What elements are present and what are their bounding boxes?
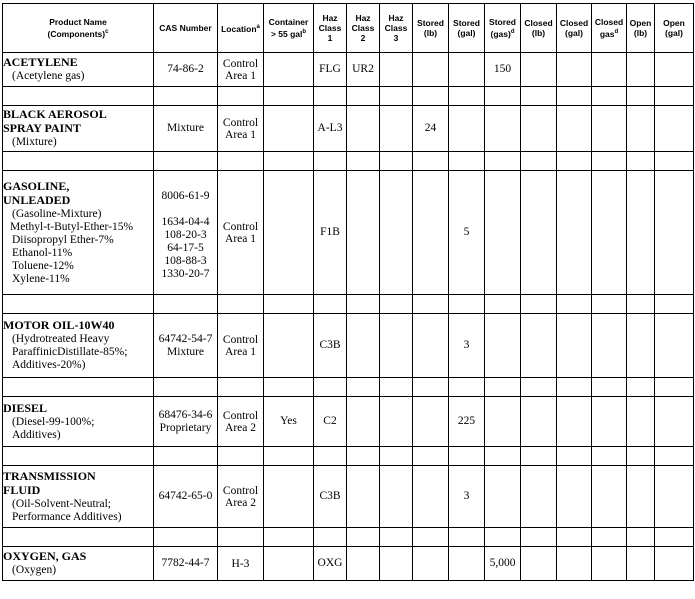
closed-gas-cell [592, 171, 627, 295]
cas-cell: 8006-61-9 1634-04-4 108-20-3 64-17-5 108-88-3 1330-20-7 [154, 171, 218, 295]
stored-lb-cell [413, 397, 449, 447]
haz-class-2-cell [347, 171, 380, 295]
closed-gal-cell [557, 171, 592, 295]
haz-class-2-cell: UR2 [347, 53, 380, 87]
closed-lb-cell [521, 53, 557, 87]
closed-gas-cell [592, 106, 627, 152]
spacer-row [3, 447, 694, 466]
component-line: (Gasoline-Mixture) [12, 207, 102, 220]
product-name: BLACK AEROSOL [3, 107, 107, 121]
open-gal-cell [655, 53, 694, 87]
product-name: OXYGEN, GAS [3, 549, 87, 563]
closed-gas-cell [592, 547, 627, 581]
haz-class-2-cell [347, 314, 380, 378]
stored-gas-cell [485, 171, 521, 295]
component-line: (Mixture) [12, 136, 57, 148]
closed-lb-cell [521, 314, 557, 378]
product-cell [3, 53, 154, 87]
haz-class-1-cell: C3B [314, 314, 347, 378]
haz-class-3-cell [380, 547, 413, 581]
closed-gal-cell [557, 466, 592, 528]
closed-gas-cell [592, 397, 627, 447]
location-cell: Control Area 2 [218, 397, 264, 447]
spacer-row [3, 378, 694, 397]
haz-class-3-cell [380, 466, 413, 528]
spacer-row [3, 152, 694, 171]
table-row [3, 106, 694, 152]
product-cell [3, 547, 154, 581]
closed-lb-cell [521, 397, 557, 447]
container-cell [264, 547, 314, 581]
closed-gal-cell [557, 397, 592, 447]
product-name: FLUID [3, 482, 41, 497]
product-cell [3, 466, 154, 528]
stored-gas-cell [485, 466, 521, 528]
product-name: GASOLINE, [3, 178, 70, 193]
haz-class-3-cell [380, 53, 413, 87]
component-line: (Diesel-99-100%; [12, 415, 95, 428]
component-line: (Hydrotreated Heavy [12, 333, 110, 345]
header-stored-gal: Stored (gal) [449, 4, 485, 53]
component-line: Xylene-11% [12, 272, 70, 285]
open-lb-cell [627, 397, 655, 447]
haz-class-1-cell: C3B [314, 466, 347, 528]
location-cell: Control Area 1 [218, 171, 264, 295]
open-gal-cell [655, 547, 694, 581]
open-lb-cell [627, 53, 655, 87]
header-open-gal: Open (gal) [655, 4, 694, 53]
cas-cell: 64742-54-7 Mixture [154, 314, 218, 378]
haz-class-1-cell: C2 [314, 397, 347, 447]
stored-lb-cell [413, 171, 449, 295]
header-container: Container > 55 gal$^b$ [264, 4, 314, 53]
header-product: Product Name (Components)$^c$ [3, 4, 154, 53]
component-line: Methyl-t-Butyl-Ether-15% [10, 220, 134, 233]
closed-gas-cell [592, 53, 627, 87]
closed-gal-cell [557, 314, 592, 378]
component-line: Performance Additives) [12, 510, 122, 523]
cas-cell: 74-86-2 [154, 53, 218, 87]
component-line: (Oxygen) [12, 564, 57, 576]
stored-gas-cell [485, 106, 521, 152]
stored-gas-cell [485, 397, 521, 447]
spacer-row [3, 295, 694, 314]
table-row [3, 397, 694, 447]
stored-lb-cell [413, 53, 449, 87]
container-cell [264, 53, 314, 87]
container-cell [264, 466, 314, 528]
product-name: UNLEADED [3, 192, 71, 207]
open-lb-cell [627, 466, 655, 528]
cas-cell: 7782-44-7 [154, 547, 218, 581]
table-row [3, 547, 694, 581]
table-row [3, 171, 694, 295]
haz-class-3-cell [380, 314, 413, 378]
stored-lb-cell [413, 314, 449, 378]
header-cas: CAS Number [154, 4, 218, 53]
container-cell: Yes [264, 397, 314, 447]
location-cell: H-3 [218, 547, 264, 581]
table-row [3, 466, 694, 528]
closed-gal-cell [557, 53, 592, 87]
component-line: Diisopropyl Ether-7% [12, 233, 114, 246]
component-line: ParaffinicDistillate-85%; [12, 346, 128, 358]
container-cell [264, 171, 314, 295]
component-line: (Oil-Solvent-Neutral; [12, 497, 112, 510]
open-lb-cell [627, 547, 655, 581]
spacer-row [3, 528, 694, 547]
header-closed-gas: Closed gas$^d$ [592, 4, 627, 53]
header-location: Location$^a$ [218, 4, 264, 53]
product-cell [3, 314, 154, 378]
stored-gas-cell [485, 314, 521, 378]
open-lb-cell [627, 106, 655, 152]
product-name: MOTOR OIL-10W40 [3, 318, 115, 332]
header-haz-class-2: Haz Class 2 [347, 4, 380, 53]
stored-lb-cell [413, 466, 449, 528]
haz-class-2-cell [347, 547, 380, 581]
product-cell [3, 397, 154, 447]
closed-gal-cell [557, 106, 592, 152]
haz-class-1-cell: F1B [314, 171, 347, 295]
product-name: ACETYLENE [3, 55, 78, 69]
haz-class-2-cell [347, 106, 380, 152]
cas-cell: 68476-34-6 Proprietary [154, 397, 218, 447]
header-haz-class-3: Haz Class 3 [380, 4, 413, 53]
component-line: Ethanol-11% [12, 246, 73, 259]
closed-lb-cell [521, 171, 557, 295]
location-cell: Control Area 2 [218, 466, 264, 528]
header-closed-lb: Closed (lb) [521, 4, 557, 53]
haz-class-3-cell [380, 106, 413, 152]
component-line: Additives-20%) [12, 359, 86, 371]
stored-lb-cell [413, 547, 449, 581]
closed-gas-cell [592, 466, 627, 528]
cas-cell: Mixture [154, 106, 218, 152]
header-open-lb: Open (lb) [627, 4, 655, 53]
open-lb-cell [627, 314, 655, 378]
open-lb-cell [627, 171, 655, 295]
stored-gal-cell [449, 53, 485, 87]
haz-class-1-cell: A-L3 [314, 106, 347, 152]
closed-lb-cell [521, 547, 557, 581]
container-cell [264, 314, 314, 378]
component-line: Toluene-12% [12, 259, 74, 272]
haz-class-3-cell [380, 171, 413, 295]
container-cell [264, 106, 314, 152]
product-cell [3, 106, 154, 152]
open-gal-cell [655, 466, 694, 528]
closed-lb-cell [521, 466, 557, 528]
product-name: DIESEL [3, 400, 48, 415]
cas-cell: 64742-65-0 [154, 466, 218, 528]
stored-gal-cell [449, 547, 485, 581]
stored-gal-cell: 225 [449, 397, 485, 447]
stored-gal-cell [449, 106, 485, 152]
stored-lb-cell: 24 [413, 106, 449, 152]
product-name: SPRAY PAINT [3, 121, 81, 135]
haz-class-2-cell [347, 466, 380, 528]
header-stored-lb: Stored (lb) [413, 4, 449, 53]
closed-lb-cell [521, 106, 557, 152]
component-line: (Acetylene gas) [12, 70, 85, 82]
header-haz-class-1: Haz Class 1 [314, 4, 347, 53]
stored-gal-cell: 3 [449, 466, 485, 528]
location-cell: Control Area 1 [218, 314, 264, 378]
closed-gal-cell [557, 547, 592, 581]
header-closed-gal: Closed (gal) [557, 4, 592, 53]
table-row [3, 314, 694, 378]
component-line: Additives) [12, 428, 61, 441]
stored-gas-cell: 150 [485, 53, 521, 87]
header-stored-gas: Stored (gas)$^d$ [485, 4, 521, 53]
haz-class-1-cell: OXG [314, 547, 347, 581]
haz-class-3-cell [380, 397, 413, 447]
product-name: TRANSMISSION [3, 468, 96, 483]
stored-gal-cell: 3 [449, 314, 485, 378]
haz-class-2-cell [347, 397, 380, 447]
location-cell: Control Area 1 [218, 53, 264, 87]
open-gal-cell [655, 314, 694, 378]
product-cell [3, 171, 154, 295]
open-gal-cell [655, 397, 694, 447]
table-row [3, 53, 694, 87]
stored-gal-cell: 5 [449, 171, 485, 295]
header-row [3, 4, 694, 53]
open-gal-cell [655, 106, 694, 152]
spacer-row [3, 87, 694, 106]
open-gal-cell [655, 171, 694, 295]
chemical-inventory-table [2, 3, 694, 581]
haz-class-1-cell: FLG [314, 53, 347, 87]
stored-gas-cell: 5,000 [485, 547, 521, 581]
closed-gas-cell [592, 314, 627, 378]
location-cell: Control Area 1 [218, 106, 264, 152]
